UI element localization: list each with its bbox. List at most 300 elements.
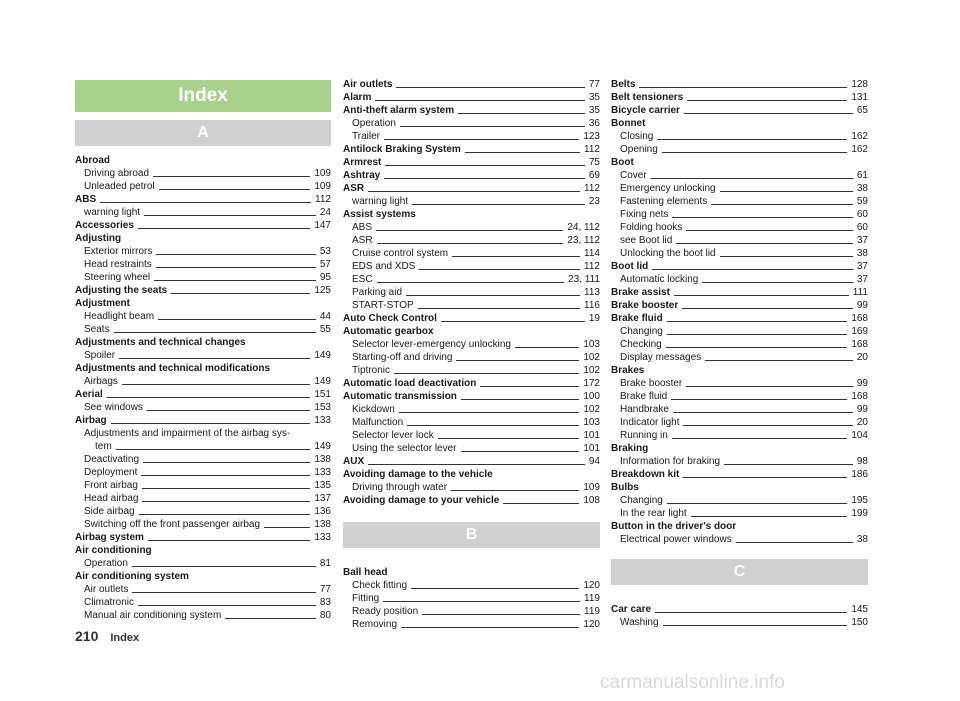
leader-line [141,475,310,476]
index-term: Folding hooks [620,222,683,233]
leader-line [672,438,848,439]
leader-line [368,464,585,465]
page-reference: 169 [851,326,868,337]
index-entry [75,583,331,596]
index-entry [611,221,868,234]
leader-line [376,230,563,231]
index-entry [343,566,600,579]
index-entry [611,403,868,416]
index-term: Brake fluid [620,391,668,402]
page-reference: 172 [583,378,600,389]
index-entry [343,143,600,156]
index-entry [343,618,600,631]
index-term: Fastening elements [620,196,708,207]
index-term: Brake booster [611,300,679,311]
page-reference: 95 [319,272,331,283]
page-reference: 103 [583,339,600,350]
leader-line [720,191,853,192]
index-entry [75,401,331,414]
leader-line [672,217,853,218]
page-reference: 120 [583,619,600,630]
page-reference: 149 [314,376,331,387]
index-entry [75,180,331,193]
page-reference: 112 [584,144,600,155]
page-reference: 99 [856,300,868,311]
index-entry [343,325,600,338]
index-column-1 [75,76,331,622]
index-entry [343,338,600,351]
index-entry [75,193,331,206]
index-entry [611,208,868,221]
index-term: Trailer [352,131,380,142]
page-reference: 136 [314,506,331,517]
index-entry [75,297,331,310]
index-entry [343,429,600,442]
index-entry [75,505,331,518]
index-term: Armrest [343,157,382,168]
page-reference: 168 [851,391,868,402]
leader-line [394,373,579,374]
page-reference: 128 [851,79,868,90]
index-term: Belt tensioners [611,92,684,103]
page-reference: 147 [314,220,331,231]
leader-line [171,293,310,294]
page-reference: 36 [588,118,600,129]
index-term: Manual air conditioning system [84,610,222,621]
leader-line [143,462,310,463]
index-term: Handbrake [620,404,669,415]
leader-line [736,542,853,543]
page-reference: 37 [856,274,868,285]
page-reference: 38 [856,183,868,194]
page-reference: 145 [851,604,868,615]
leader-line [655,612,847,613]
leader-line [407,425,579,426]
index-entry [75,258,331,271]
index-column-2 [343,78,600,631]
index-term: Braking [611,443,649,454]
leader-line [667,334,848,335]
leader-line [138,605,316,606]
index-entry [343,156,600,169]
index-term: Bonnet [611,118,646,129]
index-entry [611,520,868,533]
index-term: ASR [352,235,373,246]
index-entry [75,570,331,583]
page-reference: 80 [319,610,331,621]
page-reference: 108 [583,495,600,506]
index-entry [611,104,868,117]
index-entry [343,377,600,390]
leader-line [673,412,853,413]
index-entry [75,427,331,440]
leader-line [456,360,579,361]
page-reference: 114 [584,248,600,259]
index-entry [611,364,868,377]
index-term: Aerial [75,389,103,400]
index-entry [343,416,600,429]
page-reference: 113 [584,287,600,298]
letter-header-c: C [611,559,868,585]
page-reference: 53 [319,246,331,257]
page-reference: 133 [314,415,331,426]
leader-line [100,202,311,203]
leader-line [384,139,579,140]
index-term: Bicycle carrier [611,105,680,116]
leader-line [666,347,848,348]
leader-line [691,516,848,517]
index-term: Brakes [611,365,645,376]
index-entry [343,247,600,260]
page-reference: 102 [583,365,600,376]
page-reference: 102 [583,352,600,363]
index-entry [75,362,331,375]
index-term: Fitting [352,593,380,604]
leader-line [139,514,311,515]
index-entry [611,130,868,143]
page-reference: 133 [314,532,331,543]
page-reference: 19 [588,313,600,324]
index-entry [75,414,331,427]
index-term: See windows [84,402,143,413]
page-reference: 75 [588,157,600,168]
index-term: Brake assist [611,287,670,298]
leader-line [682,308,853,309]
index-term: Adjustments and technical changes [75,337,246,348]
index-term: Adjustments and technical modifications [75,363,271,374]
leader-line [674,295,849,296]
index-entry [611,616,868,629]
leader-line [377,243,564,244]
page-reference: 195 [851,495,868,506]
index-term: Boot [611,157,634,168]
index-term: EDS and XDS [352,261,416,272]
entry-list-b [343,566,600,631]
page-reference: 77 [319,584,331,595]
leader-line [686,386,853,387]
index-term: Avoiding damage to your vehicle [343,495,500,506]
leader-line [400,126,585,127]
index-entry [75,154,331,167]
leader-line [114,332,316,333]
index-entry [75,596,331,609]
page-reference: 149 [314,350,331,361]
leader-line [111,423,311,424]
leader-line [451,490,579,491]
page-reference: 162 [851,144,868,155]
page-reference: 112 [584,261,600,272]
leader-line [461,399,579,400]
index-term: ABS [75,194,97,205]
page-reference: 138 [314,454,331,465]
page-reference: 60 [856,222,868,233]
index-entry [75,479,331,492]
index-entry [611,117,868,130]
index-entry [75,388,331,401]
leader-line [683,425,852,426]
index-entry [611,507,868,520]
index-term: Electrical power windows [620,534,732,545]
page-reference: 125 [314,285,331,296]
index-entry [343,351,600,364]
page-reference: 23, 111 [568,274,600,285]
leader-line [156,267,316,268]
index-term: ESC [352,274,373,285]
page-reference: 199 [851,508,868,519]
index-term: Indicator light [620,417,680,428]
index-entry [611,169,868,182]
index-term: Cover [620,170,647,181]
index-term: Cruise control system [352,248,449,259]
leader-line [441,321,585,322]
leader-line [711,204,853,205]
leader-line [676,243,853,244]
index-term: Exterior mirrors [84,246,153,257]
leader-line [264,527,310,528]
leader-line [651,178,853,179]
page-reference: 153 [314,402,331,413]
index-column-3 [611,78,868,629]
index-term: Air outlets [84,584,129,595]
leader-line [465,152,580,153]
page-reference: 168 [851,313,868,324]
index-term: Climatronic [84,597,135,608]
page-reference: 103 [583,417,600,428]
index-entry [611,247,868,260]
page-reference: 23 [588,196,600,207]
index-term: Changing [620,326,663,337]
index-term: Assist systems [343,209,416,220]
leader-line [396,87,584,88]
index-entry [75,271,331,284]
index-term: Brake fluid [611,313,663,324]
index-term: Selector lever lock [352,430,434,441]
index-entry [611,299,868,312]
index-term: Accessories [75,220,134,231]
index-entry [343,286,600,299]
index-term: Adjusting [75,233,122,244]
index-term: Side airbag [84,506,135,517]
leader-line [412,204,585,205]
index-term: Running in [620,430,668,441]
leader-line [667,321,848,322]
index-entry [343,592,600,605]
index-term: Airbag system [75,532,144,543]
leader-line [438,438,580,439]
index-term: Adjustment [75,298,130,309]
index-term: Button in the driver's door [611,521,737,532]
index-term: Ball head [343,567,388,578]
index-entry [343,78,600,91]
index-term: Display messages [620,352,702,363]
index-entry [611,416,868,429]
entry-list-a [75,154,331,622]
index-term: Emergency unlocking [620,183,716,194]
leader-line [116,449,311,450]
index-entry [611,325,868,338]
index-entry [611,195,868,208]
index-term: Fixing nets [620,209,669,220]
page-reference: 138 [314,519,331,530]
index-entry [611,429,868,442]
leader-line [503,503,579,504]
index-term: Operation [84,558,128,569]
index-entry [343,403,600,416]
index-term: Airbag [75,415,107,426]
leader-line [662,152,848,153]
index-term: Adjusting the seats [75,285,168,296]
index-term: Anti-theft alarm system [343,105,455,116]
leader-line [461,451,580,452]
index-title: Index [75,80,331,112]
page-reference: 20 [856,417,868,428]
index-entry [343,390,600,403]
page-footer [75,628,139,644]
index-term: Starting-off and driving [352,352,453,363]
index-entry [343,208,600,221]
index-term: Information for braking [620,456,721,467]
index-entry [611,156,868,169]
index-term: Closing [620,131,654,142]
letter-header-b: B [343,522,600,548]
index-entry [343,273,600,286]
index-entry [611,377,868,390]
page-reference: 57 [319,259,331,270]
page-reference: 77 [588,79,600,90]
index-term: warning light [352,196,409,207]
index-entry [343,182,600,195]
index-entry [343,605,600,618]
leader-line [686,230,853,231]
page-reference: 35 [588,92,600,103]
footer-label: Index [110,632,140,644]
leader-line [652,269,853,270]
page-reference: 135 [314,480,331,491]
index-term: Front airbag [84,480,138,491]
index-entry [343,481,600,494]
index-term: Bulbs [611,482,639,493]
page-reference: 109 [314,181,331,192]
index-entry [343,468,600,481]
leader-line [667,503,848,504]
index-term: Breakdown kit [611,469,680,480]
page-reference: 168 [851,339,868,350]
index-term: Air conditioning [75,545,152,556]
leader-line [153,176,310,177]
index-entry [611,78,868,91]
index-entry [611,273,868,286]
index-entry [75,609,331,622]
index-entry [343,455,600,468]
leader-line [684,113,853,114]
index-term: Malfunction [352,417,404,428]
index-entry [611,91,868,104]
index-entry [343,104,600,117]
leader-line [458,113,585,114]
index-term: Automatic transmission [343,391,457,402]
index-entry [611,468,868,481]
leader-line [138,228,310,229]
page-reference: 186 [851,469,868,480]
index-term: Automatic load deactivation [343,378,477,389]
page-reference: 98 [856,456,868,467]
index-entry [343,442,600,455]
index-term: warning light [84,207,141,218]
leader-line [132,592,315,593]
index-entry [75,284,331,297]
index-term: Driving through water [352,482,448,493]
leader-line [385,165,585,166]
index-entry [75,245,331,258]
index-entry [343,91,600,104]
page-reference: 112 [584,183,600,194]
page-reference: 20 [856,352,868,363]
index-term: Steering wheel [84,272,151,283]
index-entry [611,494,868,507]
index-entry [343,234,600,247]
page-reference: 24 [319,207,331,218]
leader-line [158,319,316,320]
index-term: Kickdown [352,404,395,415]
page-reference: 131 [851,92,868,103]
index-term: Spoiler [84,350,116,361]
index-entry [75,206,331,219]
index-entry [611,338,868,351]
page-reference: 150 [851,617,868,628]
index-term: Car care [611,604,652,615]
leader-line [368,191,580,192]
index-term: Adjustments and impairment of the airbag sys- [84,428,291,439]
index-term: Antilock Braking System [343,144,461,155]
index-term: Abroad [75,155,110,166]
index-entry [611,455,868,468]
index-entry [75,440,331,453]
page-reference: 55 [319,324,331,335]
page-reference: 111 [852,287,868,298]
page-reference: 100 [583,391,600,402]
leader-line [119,358,310,359]
leader-line [399,412,580,413]
leader-line [107,397,311,398]
page-reference: 151 [314,389,331,400]
index-term: ABS [352,222,373,233]
index-entry [343,130,600,143]
page-reference: 104 [851,430,868,441]
index-term: Brake booster [620,378,683,389]
leader-line [147,410,310,411]
leader-line [418,308,580,309]
page-reference: 65 [856,105,868,116]
page-reference: 69 [588,170,600,181]
leader-line [705,360,853,361]
leader-line [377,282,565,283]
index-term: Removing [352,619,398,630]
leader-line [383,601,580,602]
page-reference: 37 [856,235,868,246]
leader-line [144,215,316,216]
leader-line [411,588,579,589]
page-reference: 119 [584,606,600,617]
index-term: Changing [620,495,663,506]
index-term: Driving abroad [84,168,150,179]
leader-line [687,100,847,101]
leader-line [375,100,585,101]
index-entry [75,492,331,505]
page-reference: 123 [583,131,600,142]
index-term: tem [95,441,112,452]
page-reference: 137 [314,493,331,504]
leader-line [225,618,316,619]
